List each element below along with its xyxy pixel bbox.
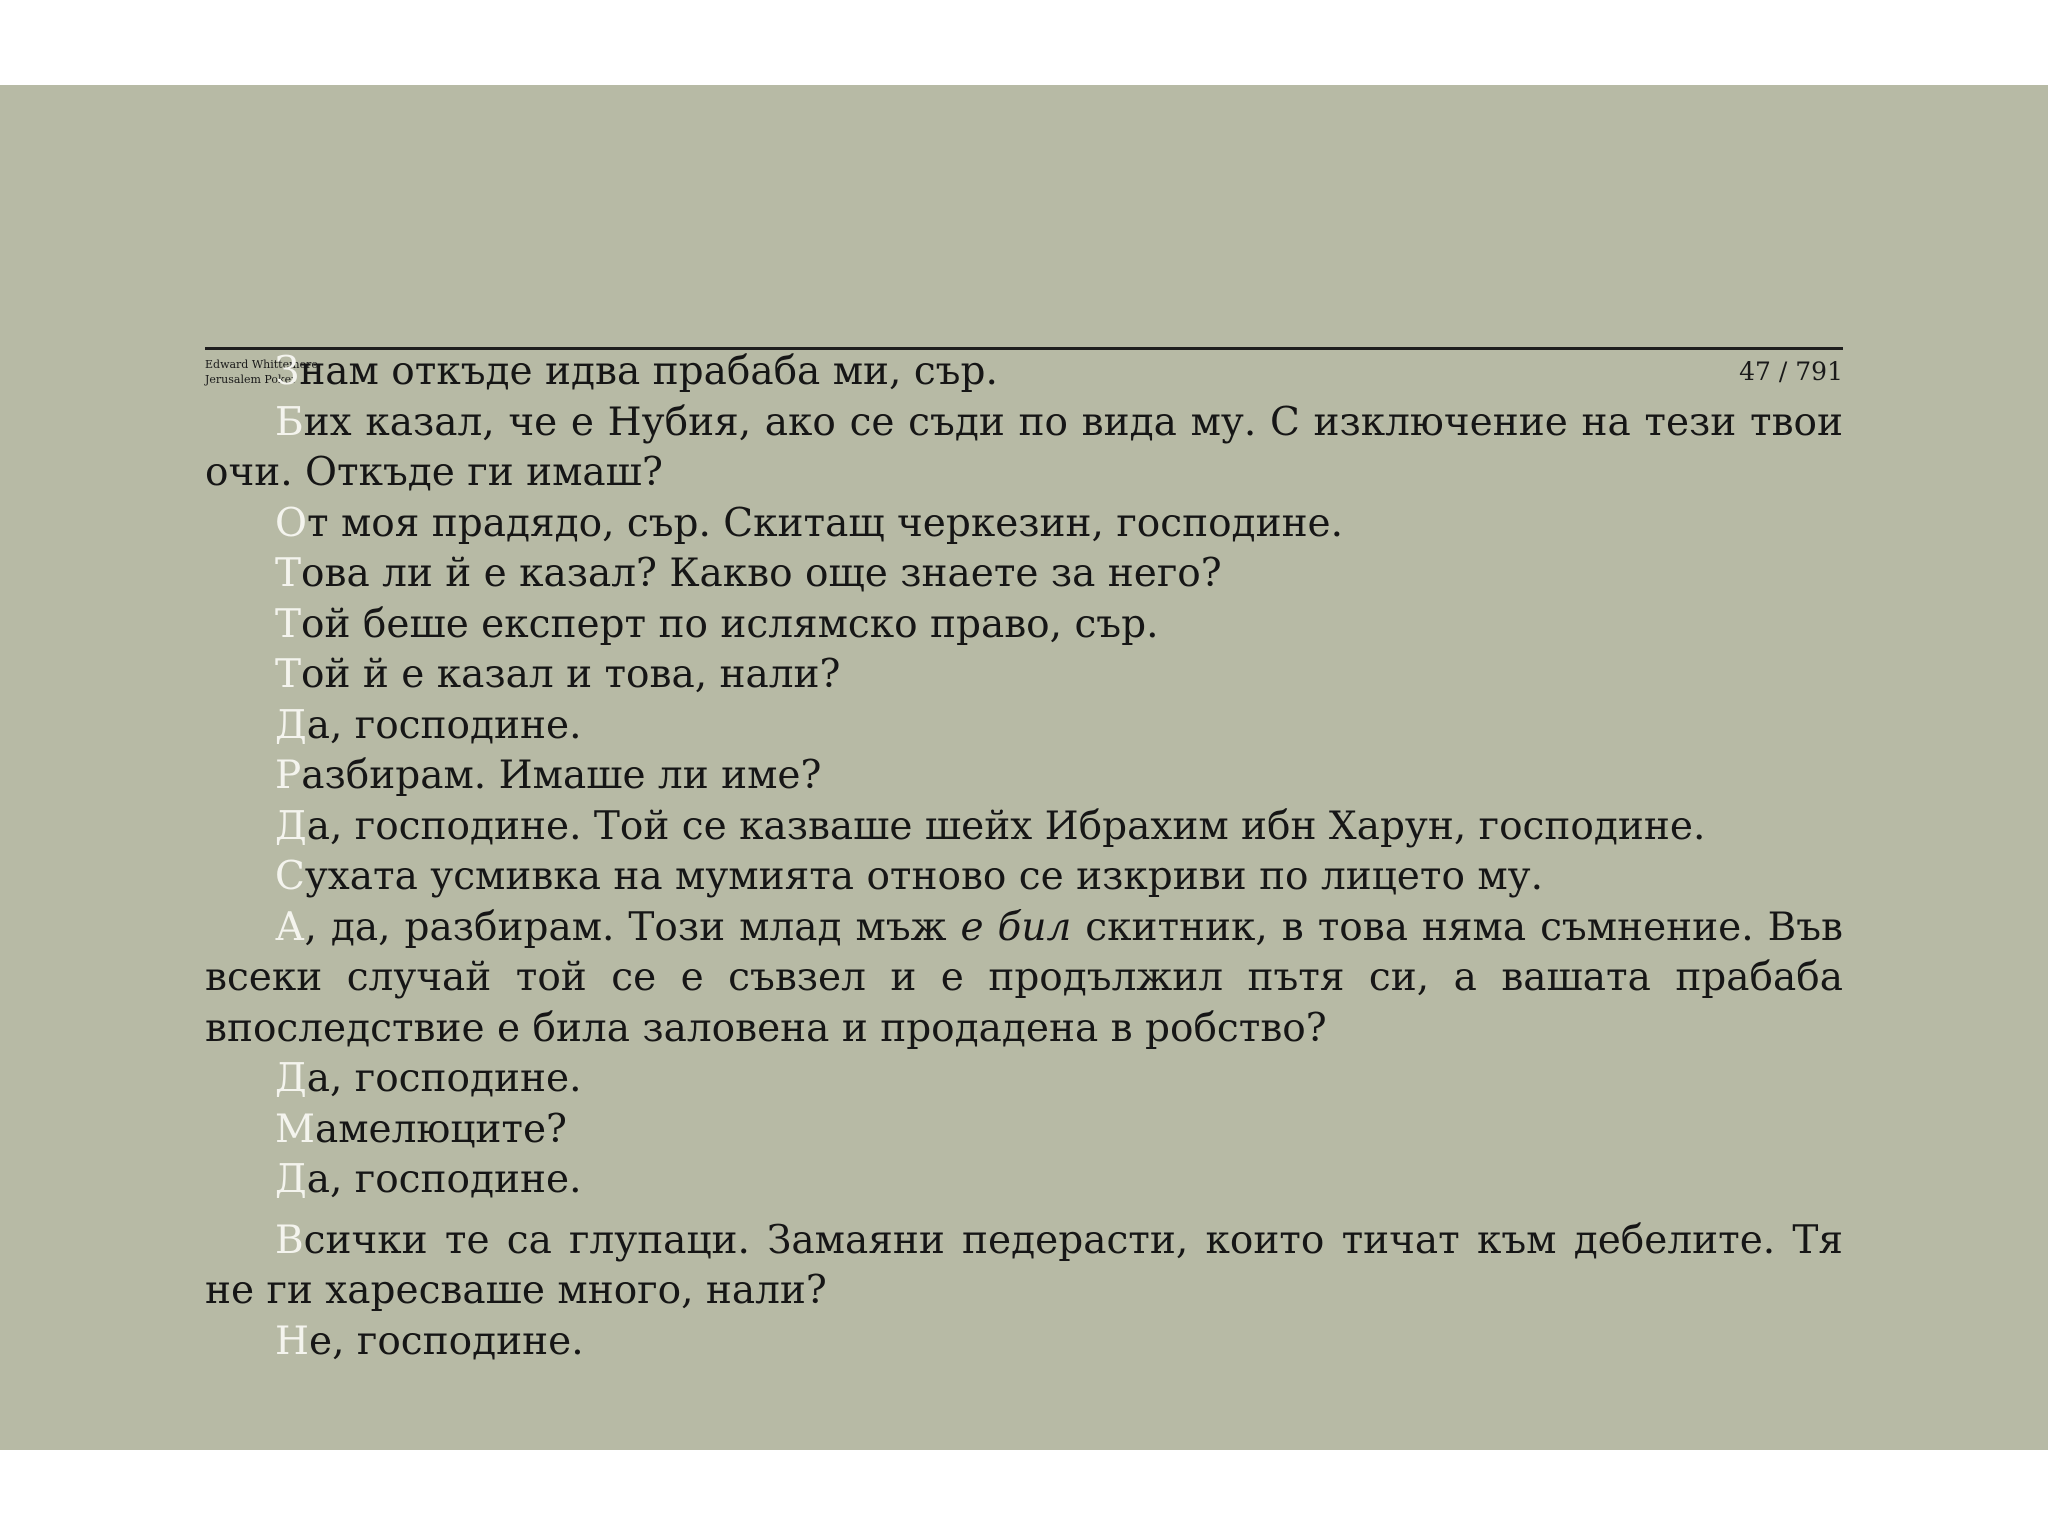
- paragraph-text: а, господине.: [306, 1157, 582, 1202]
- paragraph: [205, 650, 1843, 701]
- paragraph: [205, 852, 1843, 903]
- author-name: Edward Whittemore: [205, 358, 318, 371]
- paragraph: [205, 347, 1843, 398]
- paragraph-text: сички те са глупаци. Замаяни педерасти, които тичат към дебелите. Тя не ги харесваше много, нали?: [205, 1217, 1843, 1313]
- paragraph: [205, 701, 1843, 752]
- paragraph-text: т моя прадядо, сър. Скитащ черкезин, господине.: [306, 500, 1344, 546]
- paragraph-text: а, господине.: [306, 702, 582, 748]
- paragraph-text: их казал, че е Нубия, ако се съди по вида му. С изключение на тези твои очи. Откъде ги имаш?: [205, 399, 1843, 495]
- drop-initial: Д: [275, 702, 307, 748]
- drop-initial: А: [275, 904, 305, 950]
- paragraph-text: а, господине. Той се казваше шейх Ибрахим ибн Харун, господине.: [306, 803, 1706, 849]
- reader-page: [0, 85, 2048, 1450]
- paragraph: [205, 549, 1843, 600]
- paragraph-text: ой беше експерт по ислямско право, сър.: [301, 601, 1159, 647]
- drop-initial: М: [275, 1106, 315, 1152]
- paragraph: [205, 600, 1843, 651]
- paragraph: [205, 802, 1843, 853]
- drop-initial: Н: [275, 1318, 310, 1364]
- drop-initial: В: [275, 1217, 304, 1263]
- paragraph: [205, 751, 1843, 802]
- drop-initial: Д: [275, 803, 307, 849]
- paragraph: [205, 1054, 1843, 1105]
- italic-emphasis: е бил: [960, 904, 1072, 950]
- paragraph-text: , да, разбирам. Този млад мъж: [304, 904, 961, 950]
- paragraph-text: ухата усмивка на мумията отново се изкриви по лицето му.: [304, 854, 1543, 899]
- drop-initial: Д: [275, 1157, 307, 1202]
- drop-initial: О: [275, 500, 307, 546]
- drop-initial: Д: [275, 1056, 307, 1101]
- paragraph: [205, 1105, 1843, 1156]
- drop-initial: С: [275, 854, 305, 899]
- paragraph-text: е, господине.: [309, 1318, 584, 1364]
- drop-initial: Б: [275, 399, 304, 445]
- paragraph: [205, 398, 1843, 499]
- paragraph-text: скитник, в това няма съмнение. Във всеки случай той се е съвзел и е продължил пътя си, а вашата прабаба впоследствие е била заловена и продадена в робство?: [205, 904, 1844, 1051]
- paragraph-text: ой й е казал и това, нали?: [301, 652, 841, 697]
- drop-initial: Р: [275, 753, 302, 798]
- book-title: Jerusalem Poker: [205, 373, 297, 386]
- drop-initial: З: [275, 349, 300, 394]
- paragraph: [205, 499, 1843, 550]
- paragraph: [205, 1155, 1843, 1206]
- drop-initial: Т: [275, 551, 302, 596]
- paragraph-text: а, господине.: [306, 1056, 582, 1101]
- paragraph-text: ова ли й е казал? Какво още знаете за него?: [301, 551, 1222, 596]
- drop-initial: Т: [275, 652, 302, 697]
- paragraph: [205, 1216, 1843, 1317]
- drop-initial: Т: [275, 601, 302, 647]
- paragraph-text: нам откъде идва прабаба ми, сър.: [299, 349, 998, 394]
- paragraph: [205, 1317, 1843, 1368]
- paragraph-text: амелюците?: [314, 1106, 567, 1152]
- paragraph-text: азбирам. Имаше ли име?: [301, 753, 822, 798]
- page-indicator: 47 / 791: [1739, 357, 1843, 386]
- book-text: [205, 347, 1843, 1367]
- paragraph: [205, 903, 1843, 1055]
